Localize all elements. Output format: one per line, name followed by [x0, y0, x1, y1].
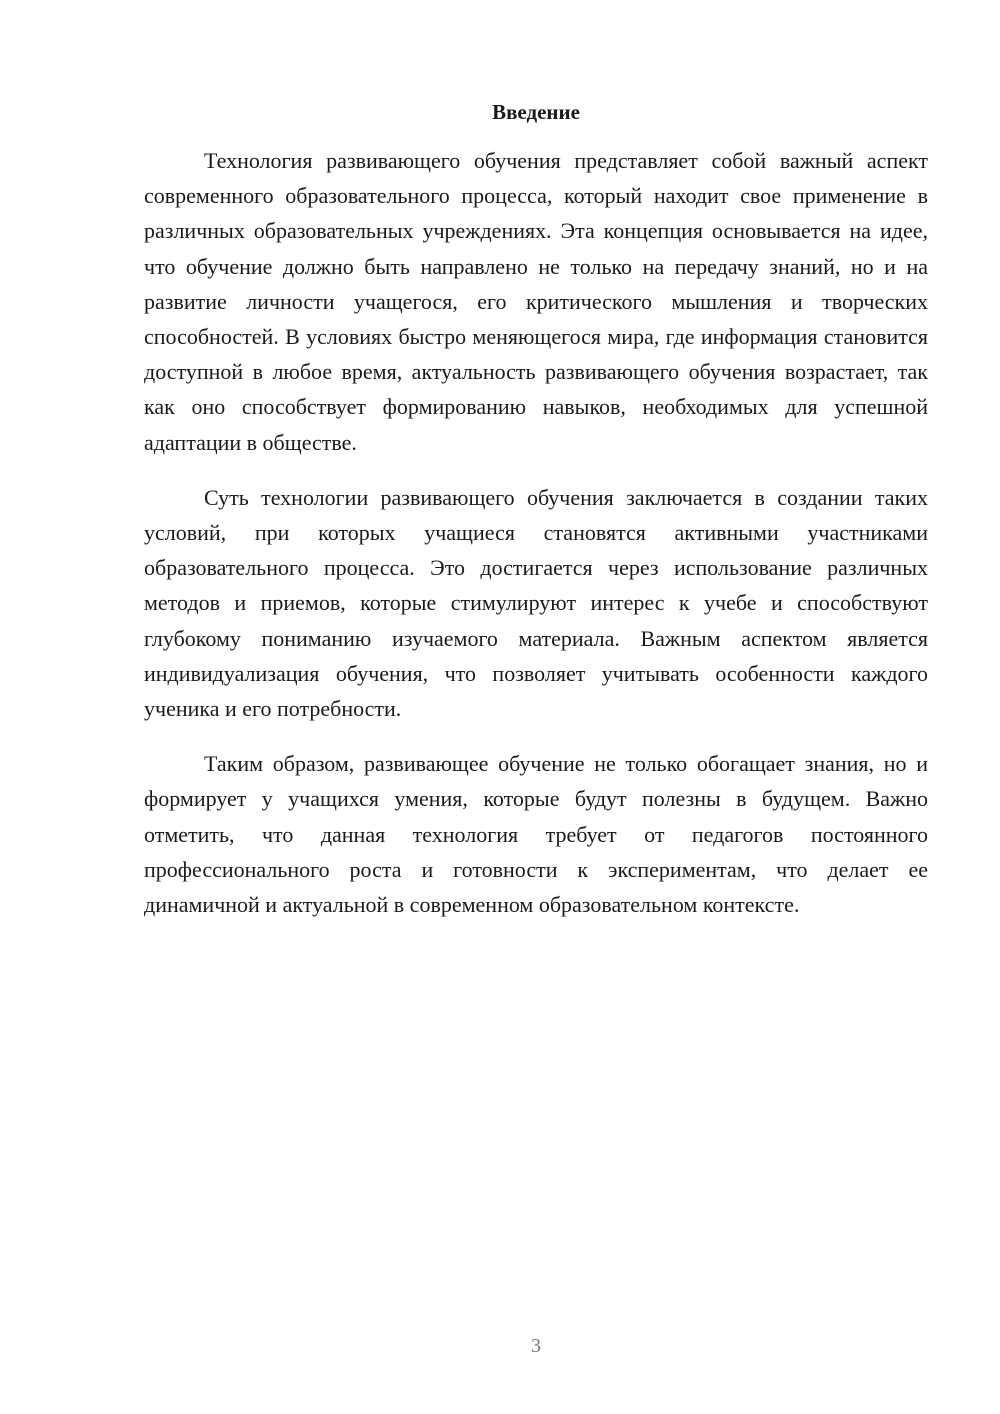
section-heading: Введение: [492, 100, 580, 124]
paragraph-2: Суть технологии развивающего обучения заключается в создании таких условий, при которых учащиеся становятся активными участниками образовательного процесса. Это достигается через использование различных методов и приемов, которые стимулируют интерес к учебе и способствуют глубокому пониманию изучаемого материала. Важным аспектом является индивидуализация обучения, что позволяет учитывать особенности каждого ученика и его потребности.: [144, 484, 928, 722]
paragraph-1: Технология развивающего обучения представляет собой важный аспект современного образовательного процесса, который находит свое применение в различных образовательных учреждениях. Эта концепция основывается на идее, что обучение должно быть направлено не только на передачу знаний, но и на развитие личности учащегося, его критического мышления и творческих способностей. В условиях быстро меняющегося мира, где информация становится доступной в любое время, актуальность развивающего обучения возрастает, так как оно способствует формированию навыков, необходимых для успешной адаптации в обществе.: [144, 148, 928, 455]
page-number: 3: [531, 1335, 541, 1357]
body-text: [144, 143, 928, 942]
paragraph-3: Таким образом, развивающее обучение не только обогащает знания, но и формирует у учащихся умения, которые будут полезны в будущем. Важно отметить, что данная технология требует от педагогов постоянного профессионального роста и готовности к экспериментам, что делает ее динамичной и актуальной в современном образовательном контексте.: [144, 751, 928, 918]
